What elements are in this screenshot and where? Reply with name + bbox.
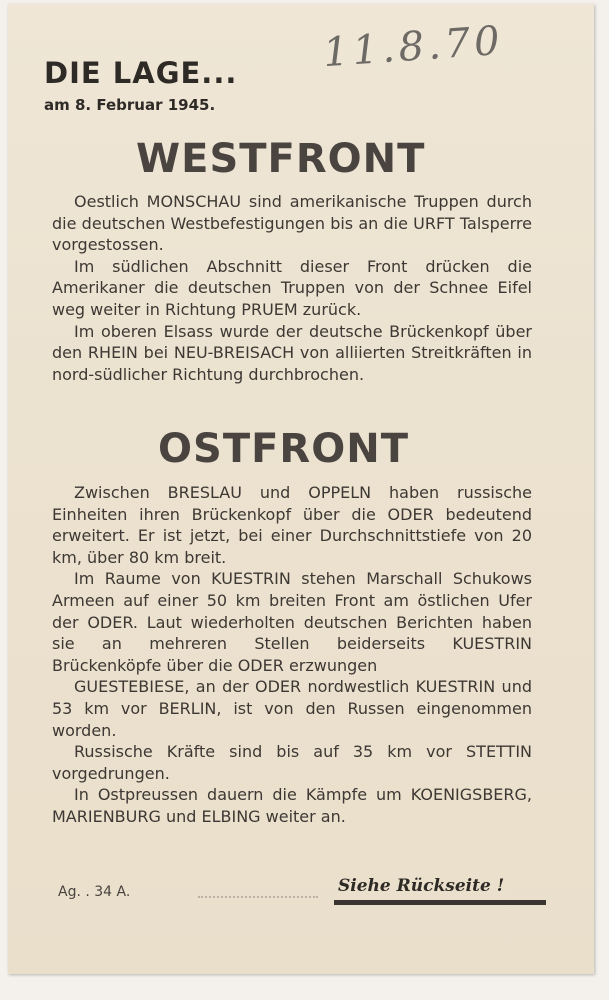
leaflet-page xyxy=(8,4,594,974)
westfront-paragraph: Im südlichen Abschnitt dieser Front drücken die Amerikaner die deutschen Truppen von der Schnee Eifel weg weiter in Richtung PRUEM zurück. xyxy=(52,256,532,319)
ostfront-paragraph: In Ostpreussen dauern die Kämpfe um KOENIGSBERG, MARIENBURG und ELBING weiter an. xyxy=(52,785,532,826)
footer-rule xyxy=(334,900,546,905)
leaflet-date: am 8. Februar 1945. xyxy=(44,96,216,114)
ostfront-body xyxy=(52,482,532,828)
westfront-paragraph: Oestlich MONSCHAU sind amerikanische Truppen durch die deutschen Westbefestigungen bis an die URFT Talsperre vorgestossen. xyxy=(52,192,532,255)
ostfront-paragraph: Russische Kräfte sind bis auf 35 km vor STETTIN vorgedrungen. xyxy=(52,742,532,783)
westfront-heading: WESTFRONT xyxy=(136,136,426,182)
leaflet-title: DIE LAGE... xyxy=(44,56,238,90)
see-reverse-note: Siehe Rückseite ! xyxy=(338,876,505,896)
ostfront-heading: OSTFRONT xyxy=(158,426,409,472)
leaflet-code: Ag. . 34 A. xyxy=(58,884,131,900)
ostfront-paragraph: GUESTEBIESE, an der ODER nordwestlich KUESTRIN und 53 km vor BERLIN, ist von den Russen eingenommen worden. xyxy=(52,677,532,740)
ostfront-paragraph: Zwischen BRESLAU und OPPELN haben russische Einheiten ihren Brückenkopf über die ODER bedeutend erweitert. Er ist jetzt, bei einer Durchschnittstiefe von 20 km, über 80 km breit. xyxy=(52,483,532,567)
westfront-paragraph: Im oberen Elsass wurde der deutsche Brückenkopf über den RHEIN bei NEU-BREISACH von alliierten Streitkräften in nord-südlicher Richtung durchbrochen. xyxy=(52,321,532,384)
print-smudge xyxy=(198,888,318,898)
westfront-body xyxy=(52,191,532,385)
handwritten-date-note: 11.8.70 xyxy=(321,17,506,77)
ostfront-paragraph: Im Raume von KUESTRIN stehen Marschall Schukows Armeen auf einer 50 km breiten Front am östlichen Ufer der ODER. Laut wiederholten deutschen Berichten haben sie an mehreren Stellen beiderseits KUESTRIN Brückenköpfe über die ODER erzwungen xyxy=(52,569,532,675)
